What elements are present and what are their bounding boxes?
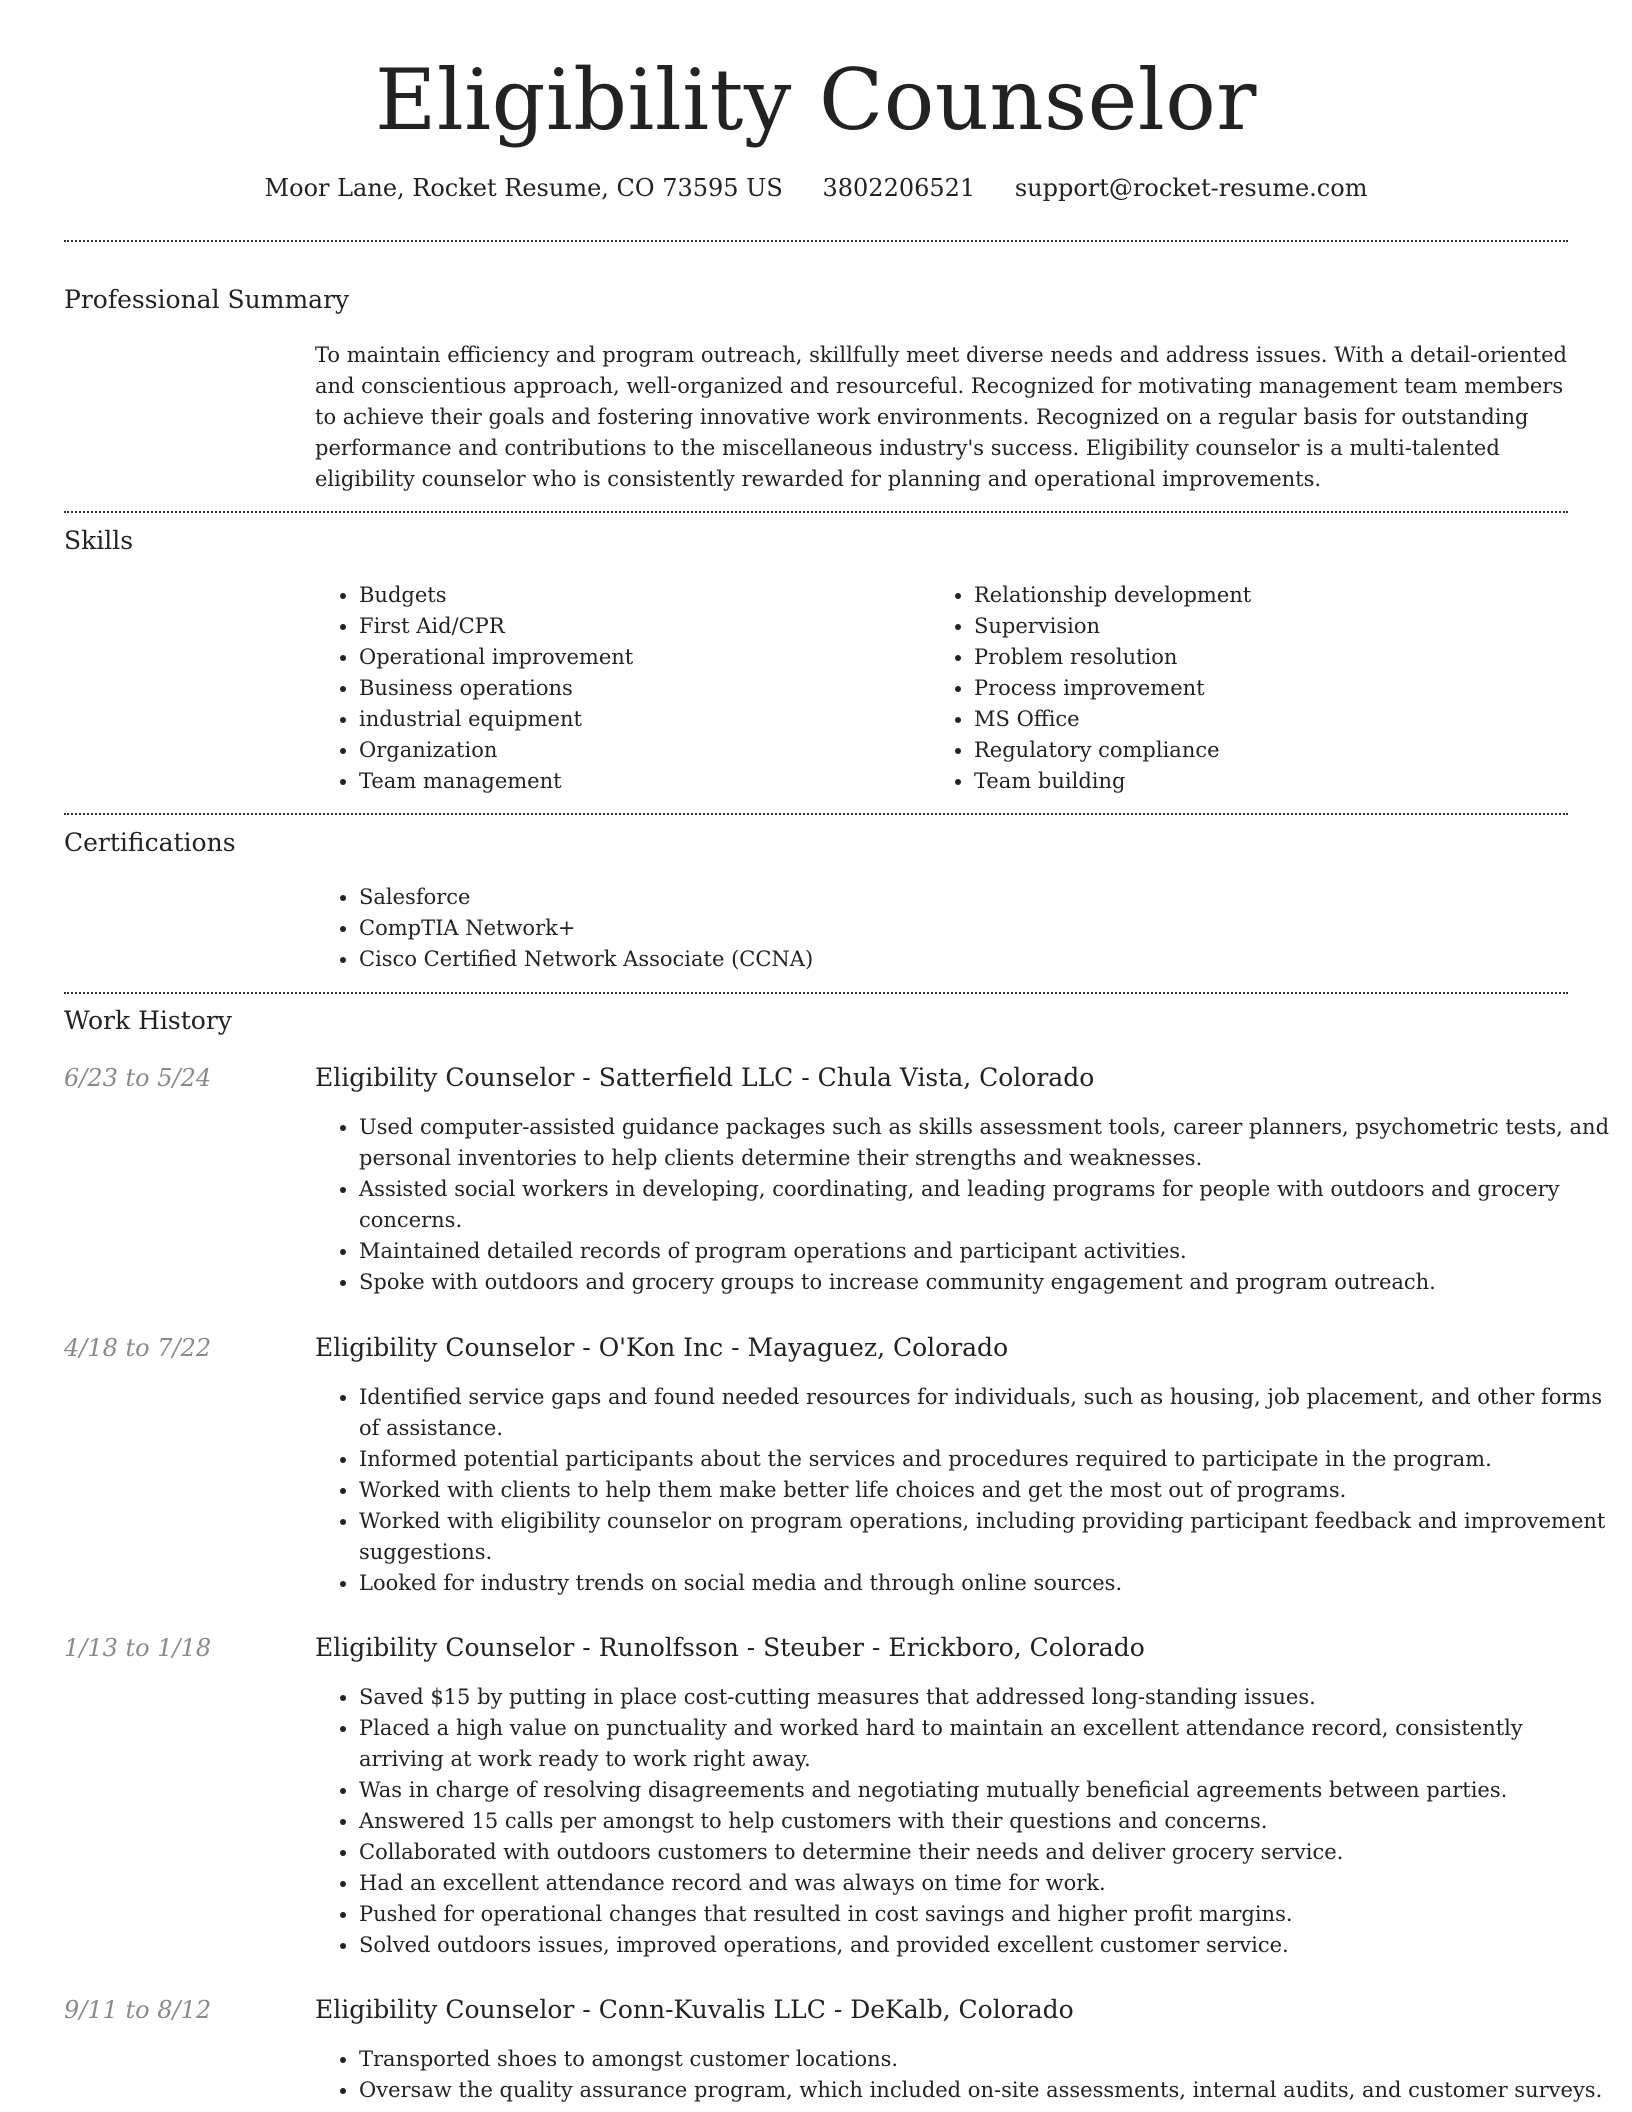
job-bullet: • Assisted social workers in developing, coordinating, and leading programs for people with outdoors and grocery concerns. — [359, 1174, 1612, 1236]
job-dates: 4/18 to 7/22 — [64, 1334, 212, 1362]
divider — [64, 511, 1568, 513]
section-title-summary: Professional Summary — [64, 285, 350, 314]
skill-item: • Budgets — [359, 580, 929, 611]
job-dates: 6/23 to 5/24 — [64, 1064, 212, 1092]
job-bullet: • Solved outdoors issues, improved operations, and provided excellent customer service. — [359, 1930, 1612, 1961]
certifications-list — [315, 882, 1559, 975]
job-heading: Eligibility Counselor - Satterfield LLC - Chula Vista, Colorado — [315, 1063, 1095, 1092]
divider — [64, 240, 1568, 242]
contact-line — [0, 170, 1632, 206]
job-heading: Eligibility Counselor - Conn-Kuvalis LLC - DeKalb, Colorado — [315, 1995, 1074, 2024]
skill-item: • Team management — [359, 766, 929, 797]
divider — [64, 813, 1568, 815]
job-bullet: • Spoke with outdoors and grocery groups to increase community engagement and program outreach. — [359, 1267, 1612, 1298]
job-bullets — [315, 1682, 1612, 1961]
skill-item: • Business operations — [359, 673, 929, 704]
job-bullet: • Worked with clients to help them make better life choices and get the most out of programs. — [359, 1475, 1612, 1506]
job-bullet: • Maintained detailed records of program operations and participant activities. — [359, 1236, 1612, 1267]
job-bullet: • Informed potential participants about the services and procedures required to participate in the program. — [359, 1444, 1612, 1475]
skill-item: • industrial equipment — [359, 704, 929, 735]
job-bullet: • Used computer-assisted guidance packages such as skills assessment tools, career planners, psychometric tests, and personal inventories to help clients determine their strengths and weaknesses. — [359, 1112, 1612, 1174]
section-title-certifications: Certifications — [64, 828, 236, 857]
section-title-skills: Skills — [64, 526, 134, 555]
skill-item: • Process improvement — [974, 673, 1574, 704]
skills-list-right — [930, 580, 1574, 797]
skill-item: • First Aid/CPR — [359, 611, 929, 642]
contact-phone: 3802206521 — [822, 174, 976, 202]
section-title-work-history: Work History — [64, 1006, 232, 1035]
job-bullets — [315, 1382, 1612, 1599]
job-bullet: • Saved $15 by putting in place cost-cutting measures that addressed long-standing issues. — [359, 1682, 1612, 1713]
summary-text: To maintain efficiency and program outreach, skillfully meet diverse needs and address issues. With a detail-oriented and conscientious approach, well-organized and resourceful. Recognized for motivating management team members to achieve their goals and fostering innovative work environments. Recognized on a regular basis for outstanding performance and contributions to the miscellaneous industry's success. Eligibility counselor is a multi-talented eligibility counselor who is consistently rewarded for planning and operational improvements. — [315, 343, 1567, 491]
job-bullet: • Worked with eligibility counselor on program operations, including providing participant feedback and improvement suggestions. — [359, 1506, 1612, 1568]
job-bullet: • Identified service gaps and found needed resources for individuals, such as housing, job placement, and other forms of assistance. — [359, 1382, 1612, 1444]
job-bullet: • Transported shoes to amongst customer locations. — [359, 2044, 1612, 2075]
job-bullets — [315, 1112, 1612, 1298]
job-bullets — [315, 2044, 1612, 2106]
skill-item: • Problem resolution — [974, 642, 1574, 673]
skill-item: • Operational improvement — [359, 642, 929, 673]
job-bullet: • Oversaw the quality assurance program, which included on-site assessments, internal audits, and customer surveys. — [359, 2075, 1612, 2106]
job-bullet: • Answered 15 calls per amongst to help customers with their questions and concerns. — [359, 1806, 1612, 1837]
resume-name: Eligibility Counselor — [375, 51, 1257, 149]
divider — [64, 992, 1568, 994]
job-dates: 9/11 to 8/12 — [64, 1996, 212, 2024]
contact-email: support@rocket-resume.com — [1014, 174, 1368, 202]
job-bullet: • Was in charge of resolving disagreements and negotiating mutually beneficial agreements between parties. — [359, 1775, 1612, 1806]
certification-item: • CompTIA Network+ — [359, 913, 1559, 944]
skill-item: • Supervision — [974, 611, 1574, 642]
job-bullet: • Looked for industry trends on social media and through online sources. — [359, 1568, 1612, 1599]
job-bullet: • Collaborated with outdoors customers to determine their needs and deliver grocery service. — [359, 1837, 1612, 1868]
skill-item: • Organization — [359, 735, 929, 766]
certification-item: • Cisco Certified Network Associate (CCNA) — [359, 944, 1559, 975]
job-bullet: • Placed a high value on punctuality and worked hard to maintain an excellent attendance record, consistently arriving at work ready to work right away. — [359, 1713, 1612, 1775]
skill-item: • Relationship development — [974, 580, 1574, 611]
skill-item: • Regulatory compliance — [974, 735, 1574, 766]
certification-item: • Salesforce — [359, 882, 1559, 913]
job-heading: Eligibility Counselor - Runolfsson - Steuber - Erickboro, Colorado — [315, 1633, 1145, 1662]
job-heading: Eligibility Counselor - O'Kon Inc - Mayaguez, Colorado — [315, 1333, 1009, 1362]
job-bullet: • Pushed for operational changes that resulted in cost savings and higher profit margins. — [359, 1899, 1612, 1930]
job-dates: 1/13 to 1/18 — [64, 1634, 212, 1662]
job-bullet: • Had an excellent attendance record and was always on time for work. — [359, 1868, 1612, 1899]
skills-list-left — [315, 580, 929, 797]
skill-item: • Team building — [974, 766, 1574, 797]
contact-address: Moor Lane, Rocket Resume, CO 73595 US — [264, 174, 783, 202]
skill-item: • MS Office — [974, 704, 1574, 735]
